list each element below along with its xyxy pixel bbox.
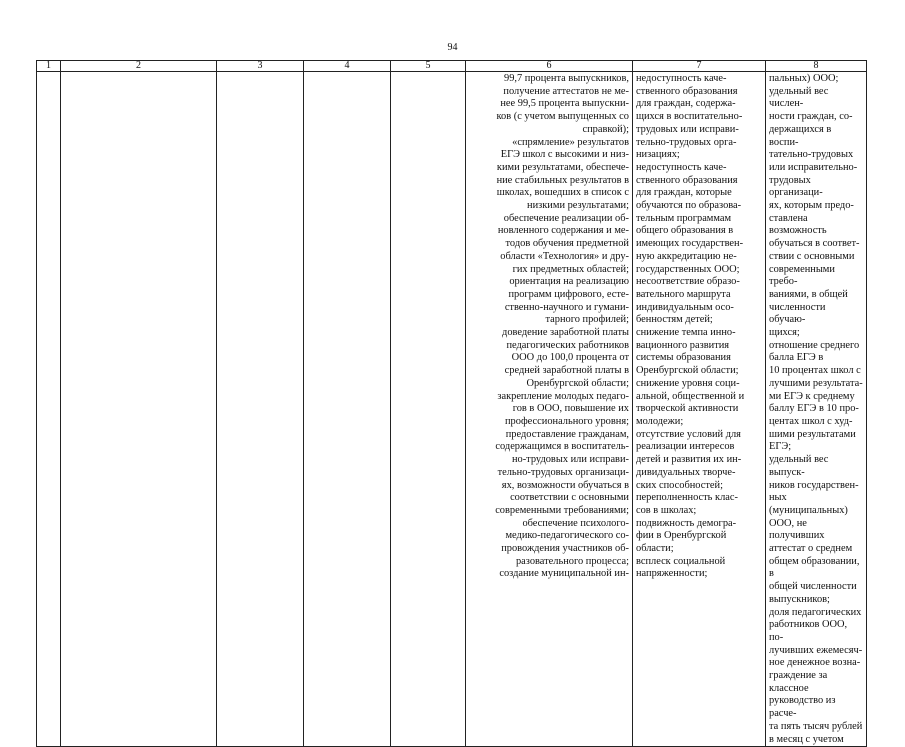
header-row [37, 61, 867, 72]
cell-col-8 [766, 72, 867, 747]
column-header-6: 6 [466, 61, 633, 72]
cell-text-col-8: пальных) ООО; удельный вес числен- ности граждан, со- держащихся в воспи- тательно-трудовых или исправительно- трудовых организаци- ях, которым предо- ставлена возможность обучаться в соответ- ствии с основными современными требо- ваниями, в общей численности обучаю- щихся; отношение среднего балла ЕГЭ в 10 процентах школ с лучшими результата- ми ЕГЭ к среднему баллу ЕГЭ в 10 про- центах школ с худ- шими результатами ЕГЭ; удельный вес выпуск- ников государствен- ных (муниципальных) ООО, не получивших аттестат о среднем общем образовании, в общей численности выпускников; доля педагогических работников ООО, по- лучивших ежемесяч- ное денежное возна- граждение за классное руководство из расче- та пять тысяч рублей в месяц с учетом [769, 73, 863, 745]
cell-col-5 [391, 72, 466, 747]
data-table [36, 60, 867, 747]
table-row [37, 72, 867, 747]
column-header-3: 3 [217, 61, 304, 72]
column-header-8: 8 [766, 61, 867, 72]
cell-col-7 [633, 72, 766, 747]
cell-col-6 [466, 72, 633, 747]
cell-text-col-2 [61, 72, 216, 73]
cell-text-col-1 [37, 72, 60, 73]
column-header-1: 1 [37, 61, 61, 72]
cell-text-col-3 [217, 72, 303, 73]
cell-col-4 [304, 72, 391, 747]
cell-text-col-4 [304, 72, 390, 73]
cell-col-1 [37, 72, 61, 747]
cell-text-col-7: недоступность каче- ственного образования для граждан, содержа- щихся в воспитательно- трудовых или исправи- тельно-трудовых орга- низациях; недоступность каче- ственного образования для граждан, которые обучаются по образова- тельным программам общего образования в имеющих государствен- ную аккредитацию не- государственных ООО; несоответствие образо- вательного маршрута индивидуальным осо- бенностям детей; снижение темпа инно- вационного развития системы образования Оренбургской области; снижение уровня соци- альной, общественной и творческой активности молодежи; отсутствие условий для реализации интересов детей и развития их ин- дивидуальных творче- ских способностей; переполненность клас- сов в школах; подвижность демогра- фии в Оренбургской области; всплеск социальной напряженности; [636, 73, 745, 580]
page-number: 94 [447, 42, 458, 53]
column-header-7: 7 [633, 61, 766, 72]
cell-text-col-6: 99,7 процента выпускников, получение аттестатов не ме- нее 99,5 процента выпускни- ков (с учетом выпущенных со справкой); «спрямление» результатов ЕГЭ школ с высокими и низ- кими результатами, обеспече- ние стабильных результатов в школах, вошедших в список с низкими результатами; обеспечение реализации об- новленного содержания и ме- тодов обучения предметной области «Технология» и дру- гих предметных областей; ориентация на реализацию программ цифрового, есте- ственно-научного и гумани- тарного профилей; доведение заработной платы педагогических работников ООО до 100,0 процента от средней заработной платы в Оренбургской области; закрепление молодых педаго- гов в ООО, повышение их профессионального уровня; предоставление гражданам, содержащимся в воспитатель- но-трудовых или исправи- тельно-трудовых организаци- ях, возможности обучаться в соответствии с основными современными требованиями; обеспечение психолого- медико-педагогического со- провождения участников об- разовательного процесса; создание муниципальной ин- [495, 73, 629, 580]
cell-text-col-5 [391, 72, 465, 73]
column-header-4: 4 [304, 61, 391, 72]
column-header-5: 5 [391, 61, 466, 72]
cell-col-2 [61, 72, 217, 747]
cell-col-3 [217, 72, 304, 747]
column-header-2: 2 [61, 61, 217, 72]
